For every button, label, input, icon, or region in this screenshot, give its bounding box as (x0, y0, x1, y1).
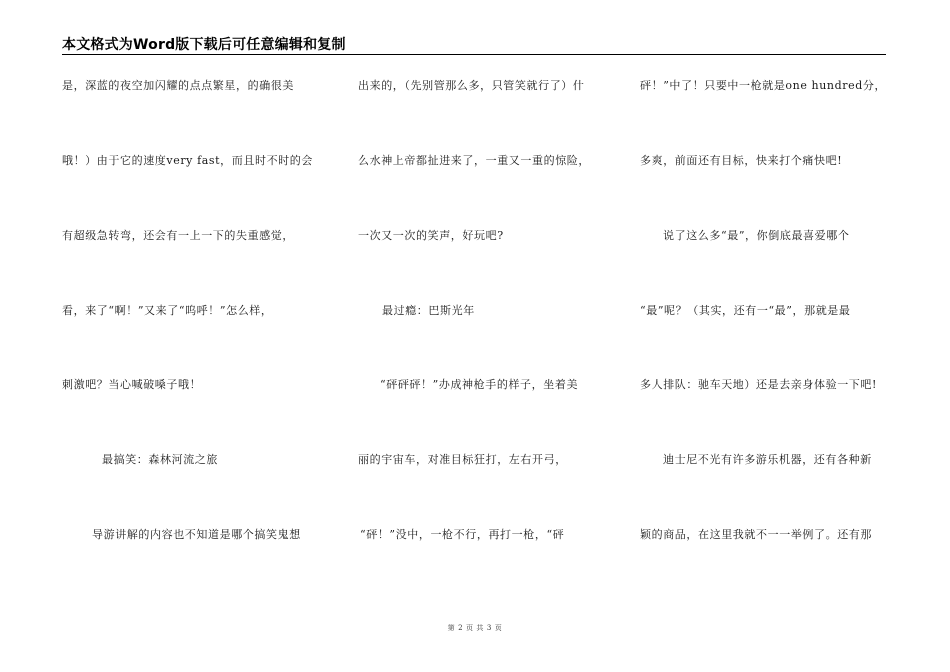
text-line: 哦！）由于它的速度very fast，而且时不时的会 (62, 154, 313, 167)
text-line: 么水神上帝都扯进来了，一重又一重的惊险， (358, 154, 590, 167)
text-line: 说了这么多“最”，你倒底最喜爱哪个 (663, 229, 850, 242)
text-line: 有超级急转弯，还会有一上一下的失重感觉， (62, 229, 294, 242)
text-line: 出来的，（先别管那么多，只管笑就行了）什 (358, 79, 585, 92)
text-column-2 (342, 0, 612, 672)
section-heading: 最搞笑：森林河流之旅 (102, 453, 218, 466)
text-line: 导游讲解的内容也不知道是哪个搞笑鬼想 (92, 528, 301, 541)
text-line: 是，深蓝的夜空加闪耀的点点繁星，的确很美 (62, 79, 294, 92)
text-line: 砰！”中了！只要中一枪就是one hundred分， (640, 79, 887, 92)
text-column-1 (62, 0, 332, 672)
text-line: 丽的宇宙车，对准目标狂打，左右开弓， (358, 453, 567, 466)
header-title: 本文格式为Word版下载后可任意编辑和复制 (62, 37, 346, 53)
text-line: “砰砰砰！”办成神枪手的样子，坐着美 (380, 378, 579, 391)
text-line: 一次又一次的笑声，好玩吧? (358, 229, 504, 242)
text-column-3 (622, 0, 892, 672)
text-line: “最”呢？（其实，还有一“最”，那就是最 (640, 304, 851, 317)
text-line: 多爽，前面还有目标，快来打个痛快吧! (640, 154, 843, 167)
page-number: 第 2 页 共 3 页 (447, 624, 503, 632)
text-line: 多人排队：驰车天地）还是去亲身体验一下吧! (640, 378, 878, 391)
text-line: 刺激吧？当心喊破嗓子哦！ (62, 378, 202, 391)
text-line: 看，来了“啊！”又来了“呜呼！”怎么样， (62, 304, 273, 317)
text-line: 迪士尼不光有许多游乐机器，还有各种新 (663, 453, 872, 466)
text-line: “砰！”没中，一枪不行，再打一枪，“砰 (360, 528, 565, 541)
text-line: 颖的商品，在这里我就不一一举例了。还有那 (640, 528, 872, 541)
section-heading: 最过瘾：巴斯光年 (382, 304, 475, 317)
